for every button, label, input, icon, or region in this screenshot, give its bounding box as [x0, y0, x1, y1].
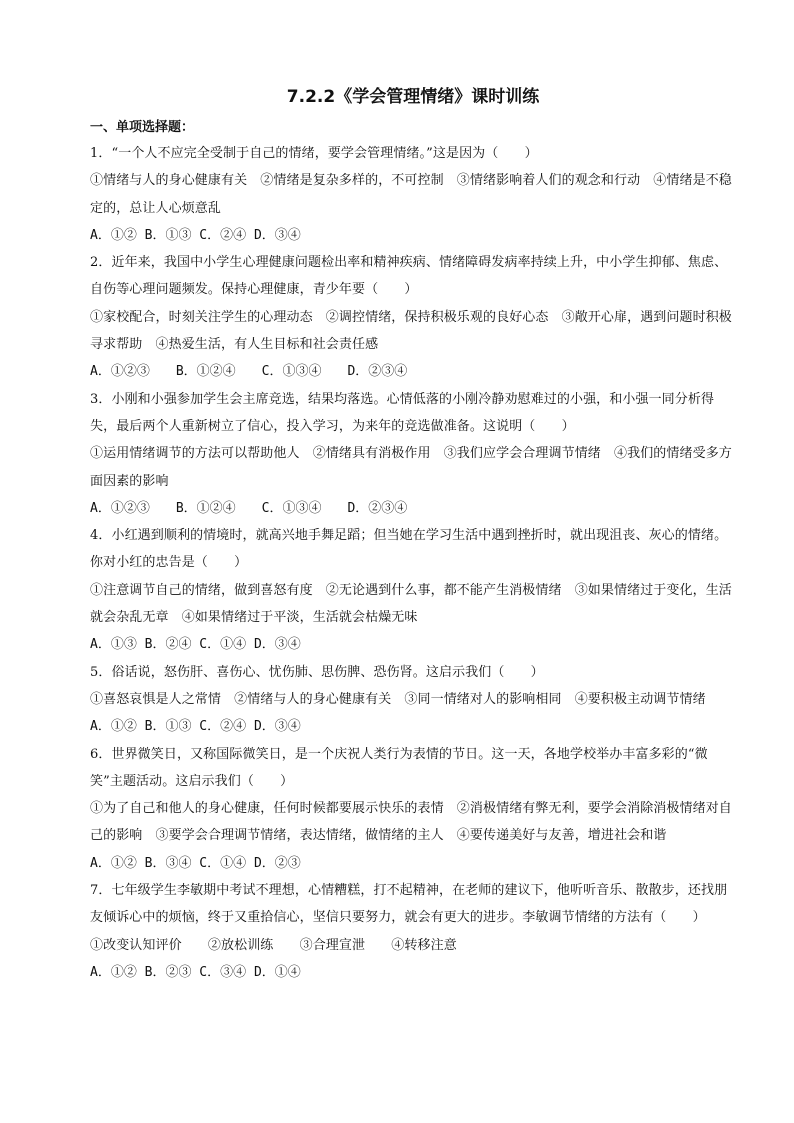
question-stem: 3．小刚和小强参加学生会主席竞选，结果均落选。心情低落的小刚冷静劝慰难过的小强，和小强一同分析得失，最后两个人重新树立了信心，投入学习，为来年的竞选做准备。这说明（ ）	[90, 391, 715, 434]
document-title: 7.2.2《学会管理情绪》课时训练	[286, 87, 540, 107]
question-3	[90, 386, 736, 522]
question-1	[90, 140, 736, 249]
question-4	[90, 522, 736, 658]
question-6	[90, 741, 736, 877]
question-options: ①为了自己和他人的身心健康，任何时候都要展示快乐的表情 ②消极情绪有弊无利，要学会消除消极情绪对自己的影响 ③要学会合理调节情绪，表达情绪，做情绪的主人 ④要传递美好与友善，增进社会和谐	[90, 801, 732, 844]
question-options: ①运用情绪调节的方法可以帮助他人 ②情绪具有消极作用 ③我们应学会合理调节情绪 ④我们的情绪受多方面因素的影响	[90, 446, 732, 489]
question-2	[90, 249, 736, 385]
section-heading: 一、单项选择题：	[90, 120, 195, 135]
question-options: ①家校配合，时刻关注学生的心理动态 ②调控情绪，保持积极乐观的良好心态 ③敞开心扉，遇到问题时积极寻求帮助 ④热爱生活，有人生目标和社会责任感	[90, 309, 732, 353]
question-options: ①喜怒哀惧是人之常情 ②情绪与人的身心健康有关 ③同一情绪对人的影响相同 ④要积极主动调节情绪	[90, 691, 706, 707]
question-7	[90, 877, 736, 986]
question-options: ①情绪与人的身心健康有关 ②情绪是复杂多样的，不可控制 ③情绪影响着人们的观念和行动 ④情绪是不稳定的，总让人心烦意乱	[90, 173, 732, 216]
question-stem: 1．“一个人不应完全受制于自己的情绪，要学会管理情绪。”这是因为（ ）	[90, 146, 538, 161]
answer-choices: A．①③ B．②④ C．①④ D．③④	[90, 637, 301, 653]
answer-choices: A．①② B．③④ C．①④ D．②③	[90, 855, 301, 871]
question-stem: 4．小红遇到顺利的情境时，就高兴地手舞足蹈；但当她在学习生活中遇到挫折时，就出现沮丧、灰心的情绪。你对小红的忠告是（ ）	[90, 528, 728, 571]
answer-choices: A．①② B．①③ C．②④ D．③④	[90, 719, 301, 735]
question-5	[90, 659, 736, 741]
answer-choices: A．①② B．①③ C．②④ D．③④	[90, 227, 301, 243]
answer-choices: A．①②③ B．①②④ C．①③④ D．②③④	[90, 364, 408, 380]
answer-choices: A．①②③ B．①②④ C．①③④ D．②③④	[90, 500, 408, 516]
question-stem: 2．近年来，我国中小学生心理健康问题检出率和精神疾病、情绪障碍发病率持续上升，中小学生抑郁、焦虑、自伤等心理问题频发。保持心理健康，青少年要（ ）	[90, 255, 728, 298]
question-options: ①注意调节自己的情绪，做到喜怒有度 ②无论遇到什么事，都不能产生消极情绪 ③如果情绪过于变化，生活就会杂乱无章 ④如果情绪过于平淡，生活就会枯燥无味	[90, 582, 732, 626]
question-stem: 7．七年级学生李敏期中考试不理想，心情糟糕，打不起精神，在老师的建议下，他听听音乐、散散步，还找朋友倾诉心中的烦恼，终于又重拾信心，坚信只要努力，就会有更大的进步。李敏调节情绪的方法有（ ）	[90, 883, 728, 926]
question-stem: 6．世界微笑日，又称国际微笑日，是一个庆祝人类行为表情的节日。这一天，各地学校举办丰富多彩的“微笑”主题活动。这启示我们（ ）	[90, 746, 708, 789]
question-options: ①改变认知评价 ②放松训练 ③合理宣泄 ④转移注意	[90, 937, 457, 953]
question-stem: 5．俗话说，怒伤肝、喜伤心、忧伤肺、思伤脾、恐伤肾。这启示我们（ ）	[90, 664, 544, 680]
answer-choices: A．①② B．②③ C．③④ D．①④	[90, 964, 301, 980]
